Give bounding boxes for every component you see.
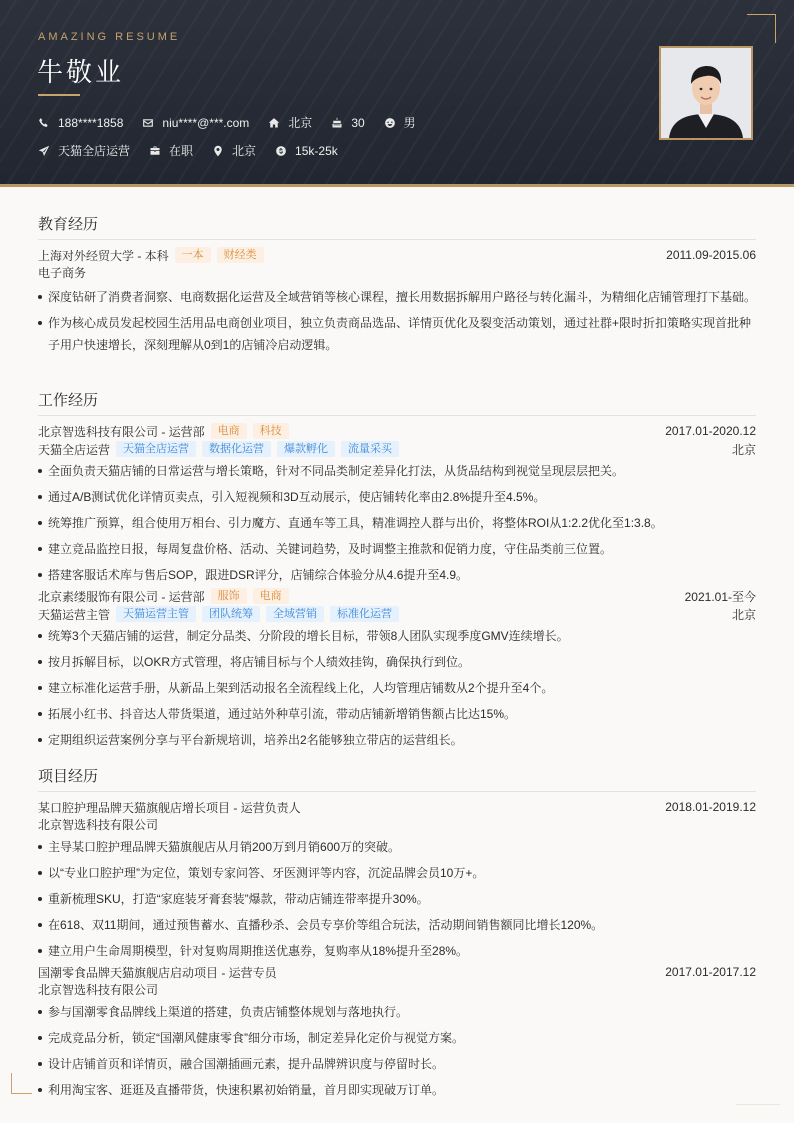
education-bullets <box>38 286 756 356</box>
project-header-row <box>38 963 756 981</box>
company-name: 北京素缕服饰有限公司 - 运营部 <box>38 589 205 604</box>
school-name: 上海对外经贸大学 - 本科 <box>38 248 169 263</box>
phone-icon <box>38 117 50 129</box>
age-item <box>331 116 364 130</box>
gender-item <box>384 114 416 131</box>
list-item: 作为核心成员发起校园生活用品电商创业项目，独立负责商品选品、详情页优化及裂变活动策划，通过社群+限时折扣策略实现首批种子用户快速增长，深刻理解从0到1的店铺冷启动逻辑。 <box>38 312 756 356</box>
salary-item <box>275 144 338 158</box>
work-period: 2021.01-至今 <box>684 589 756 604</box>
skill-tag: 流量采买 <box>341 441 399 457</box>
gender-value: 男 <box>403 116 416 130</box>
money-icon <box>275 145 287 157</box>
project-bullets <box>38 1001 756 1101</box>
work-role-row <box>38 605 756 623</box>
work-bullets <box>38 625 756 751</box>
list-item: 利用淘宝客、逛逛及直播带货，快速积累初始销量，首月即实现破万订单。 <box>38 1079 756 1101</box>
project-period: 2017.01-2017.12 <box>665 965 756 979</box>
list-item: 统筹推广预算，组合使用万相台、引力魔方、直通车等工具，精准调控人群与出价，将整体ROI从1:2.2优化至1:3.8。 <box>38 512 756 534</box>
list-item: 设计店铺首页和详情页，融合国潮插画元素，提升品牌辨识度与停留时长。 <box>38 1053 756 1075</box>
intent-row <box>38 142 357 159</box>
skill-tag: 标准化运营 <box>330 606 399 622</box>
target-position-value: 天猫全店运营 <box>58 144 131 158</box>
projects-title: 项目经历 <box>38 765 756 792</box>
work-section <box>38 389 756 751</box>
list-item: 参与国潮零食品牌线上渠道的搭建，负责店铺整体规划与落地执行。 <box>38 1001 756 1023</box>
resume-header <box>0 0 794 184</box>
school-tag: 财经类 <box>217 247 264 263</box>
skill-tag: 爆款孵化 <box>277 441 335 457</box>
skill-tag: 数据化运营 <box>202 441 271 457</box>
corner-decoration <box>11 1073 32 1094</box>
list-item: 在618、双11期间，通过预售蓄水、直播秒杀、会员专享价等组合玩法，活动期间销售额同比增长120%。 <box>38 914 756 936</box>
city-value: 北京 <box>288 116 313 130</box>
project-name: 国潮零食品牌天猫旗舰店启动项目 - 运营专员 <box>38 965 277 980</box>
list-item: 拓展小红书、抖音达人带货渠道，通过站外种草引流，带动店铺新增销售额占比达15%。 <box>38 703 756 725</box>
list-item: 建立竞品监控日报，每周复盘价格、活动、关键词趋势，及时调整主推款和促销力度，守住品类前三位置。 <box>38 538 756 560</box>
list-item: 全面负责天猫店铺的日常运营与增长策略，针对不同品类制定差异化打法，从货品结构到视觉呈现层层把关。 <box>38 460 756 482</box>
company-name: 北京智选科技有限公司 - 运营部 <box>38 424 205 439</box>
project-bullets <box>38 836 756 962</box>
work-header-row <box>38 422 756 440</box>
work-role-row <box>38 440 756 458</box>
status-value: 在职 <box>169 144 194 158</box>
list-item: 以“专业口腔护理”为定位，策划专家问答、牙医测评等内容，沉淀品牌会员10万+。 <box>38 862 756 884</box>
skill-tag: 团队统筹 <box>202 606 260 622</box>
list-item: 搭建客服话术库与售后SOP，跟进DSR评分，店铺综合体验分从4.6提升至4.9。 <box>38 564 756 586</box>
brand-label: AMAZING RESUME <box>38 31 181 43</box>
list-item: 建立标准化运营手册，从新品上架到活动报名全流程线上化，人均管理店铺数从2个提升至4个。 <box>38 677 756 699</box>
candidate-name: 牛敬业 <box>37 58 125 88</box>
projects-section <box>38 765 756 1101</box>
cake-icon <box>331 117 343 129</box>
list-item: 定期组织运营案例分享与平台新规培训，培养出2名能够独立带店的运营组长。 <box>38 729 756 751</box>
education-header-row <box>38 246 756 264</box>
city-item <box>268 114 312 131</box>
education-period: 2011.09-2015.06 <box>666 248 756 262</box>
email-item <box>142 116 249 130</box>
work-period: 2017.01-2020.12 <box>665 424 756 438</box>
company-tag: 服饰 <box>211 588 247 604</box>
salary-value: 15k-25k <box>295 143 338 158</box>
target-position-item <box>38 142 130 159</box>
header-divider <box>0 184 794 187</box>
list-item: 主导某口腔护理品牌天猫旗舰店从月销200万到月销600万的突破。 <box>38 836 756 858</box>
target-city-item <box>212 142 256 159</box>
project-name: 某口腔护理品牌天猫旗舰店增长项目 - 运营负责人 <box>38 800 301 815</box>
status-item <box>149 142 193 159</box>
work-title: 工作经历 <box>38 389 756 416</box>
corner-decoration <box>747 14 776 43</box>
work-header-row <box>38 587 756 605</box>
avatar-portrait-icon <box>661 48 751 138</box>
briefcase-icon <box>149 145 161 157</box>
phone-value: 188****1858 <box>58 115 124 130</box>
face-icon <box>384 117 396 129</box>
skill-tag: 全域营销 <box>266 606 324 622</box>
mail-icon <box>142 117 154 129</box>
contact-row <box>38 114 435 131</box>
skill-tag: 天猫全店运营 <box>116 441 196 457</box>
corner-decoration <box>736 1104 780 1105</box>
work-bullets <box>38 460 756 586</box>
school-tag: 一本 <box>175 247 211 263</box>
work-location: 北京 <box>731 607 756 622</box>
company-tag: 科技 <box>253 423 289 439</box>
email-value: niu****@***.com <box>162 115 250 130</box>
education-section <box>38 213 756 356</box>
list-item: 建立用户生命周期模型，针对复购周期推送优惠券，复购率从18%提升至28%。 <box>38 940 756 962</box>
project-company: 北京智选科技有限公司 <box>38 818 159 832</box>
major: 电子商务 <box>38 266 87 280</box>
work-location: 北京 <box>731 442 756 457</box>
project-period: 2018.01-2019.12 <box>665 800 756 814</box>
age-value: 30 <box>351 115 365 130</box>
list-item: 深度钻研了消费者洞察、电商数据化运营及全域营销等核心课程，擅长用数据拆解用户路径与转化漏斗，为精细化店铺管理打下基础。 <box>38 286 756 308</box>
home-icon <box>268 117 280 129</box>
list-item: 通过A/B测试优化详情页卖点，引入短视频和3D互动展示，使店铺转化率由2.8%提升至4.5%。 <box>38 486 756 508</box>
project-company: 北京智选科技有限公司 <box>38 983 159 997</box>
company-tag: 电商 <box>211 423 247 439</box>
target-city-value: 北京 <box>232 144 257 158</box>
location-pin-icon <box>212 145 224 157</box>
skill-tag: 天猫运营主管 <box>116 606 196 622</box>
phone-item <box>38 116 123 130</box>
list-item: 完成竞品分析，锁定“国潮风健康零食”细分市场，制定差异化定价与视觉方案。 <box>38 1027 756 1049</box>
list-item: 按月拆解目标，以OKR方式管理，将店铺目标与个人绩效挂钩，确保执行到位。 <box>38 651 756 673</box>
company-tag: 电商 <box>253 588 289 604</box>
education-title: 教育经历 <box>38 213 756 240</box>
job-title: 天猫全店运营 <box>38 442 111 457</box>
profile-photo <box>659 46 753 140</box>
list-item: 重新梳理SKU，打造“家庭装牙膏套装”爆款，带动店铺连带率提升30%。 <box>38 888 756 910</box>
job-title: 天猫运营主管 <box>38 607 111 622</box>
list-item: 统筹3个天猫店铺的运营，制定分品类、分阶段的增长目标，带领8人团队实现季度GMV连续增长。 <box>38 625 756 647</box>
name-underline <box>38 94 80 96</box>
send-icon <box>38 145 50 157</box>
project-header-row <box>38 798 756 816</box>
